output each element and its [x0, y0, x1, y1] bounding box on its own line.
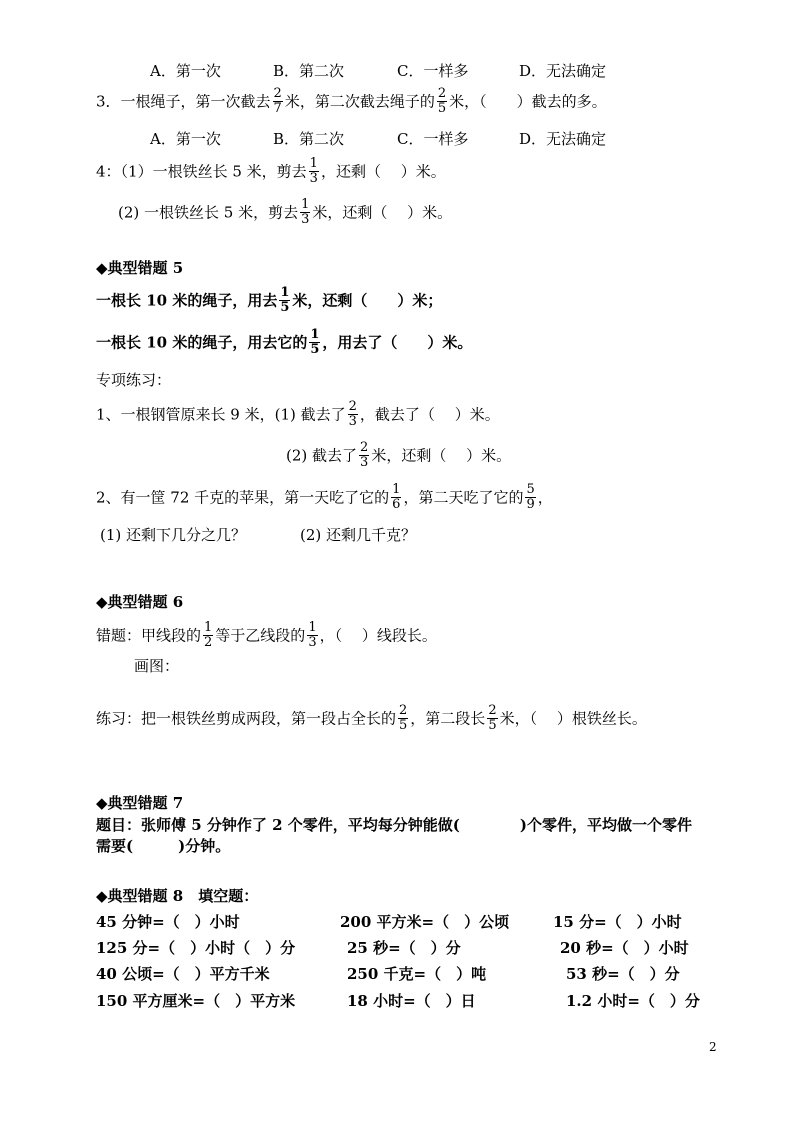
section-5-line-1: 一根长 10 米的绳子，用去 $\frac{1}{5}$ 米，还剩（ ）米； — [96, 285, 443, 315]
q2-option-a: A．第一次 — [150, 62, 221, 80]
page-number: 2 — [709, 1040, 717, 1054]
practice-2-question-1: (1) 还剩下几分之几？ — [100, 526, 247, 544]
fraction: $\frac{1}{3}$ — [309, 156, 318, 186]
fraction: $\frac{1}{3}$ — [308, 620, 317, 650]
section-7-heading: ◆典型错题 7 — [96, 794, 184, 812]
fraction: $\frac{1}{6}$ — [392, 482, 401, 512]
fraction: $\frac{2}{3}$ — [348, 399, 357, 429]
fraction: $\frac{2}{5}$ — [399, 703, 408, 733]
conversion-item: 250 千克=（ ）吨 — [347, 965, 487, 983]
q3-option-a: A．第一次 — [150, 130, 221, 148]
section-8-heading: ◆典型错题 8 填空题： — [96, 887, 259, 905]
q2-option-c: C．一样多 — [397, 62, 469, 80]
fraction: $\frac{1}{3}$ — [301, 197, 310, 227]
fraction: $\frac{1}{2}$ — [204, 620, 213, 650]
draw-label: 画图： — [134, 657, 180, 675]
fraction: $\frac{2}{5}$ — [437, 86, 447, 116]
fraction: $\frac{2}{5}$ — [488, 703, 497, 733]
conversion-item: 20 秒=（ ）小时 — [560, 939, 689, 957]
q2-option-b: B．第二次 — [273, 62, 345, 80]
section-6-problem: 错题：甲线段的 $\frac{1}{2}$ 等于乙线段的 $\frac{1}{3}$ ，（ ）线段长。 — [96, 620, 437, 650]
practice-1: 1、一根钢管原来长 9 米，(1) 截去了 $\frac{2}{3}$ ，截去了（ ）米。 — [96, 399, 500, 429]
fraction: $\frac{2}{3}$ — [360, 440, 369, 470]
conversion-item: 1.2 小时=（ ）分 — [566, 992, 700, 1010]
q4-part1: 4：（1）一根铁丝长 5 米，剪去 $\frac{1}{3}$ ，还剩（ ）米。 — [96, 156, 446, 186]
q3-option-d: D．无法确定 — [519, 130, 607, 148]
q3-text — [96, 88, 607, 117]
q4-part2: (2) 一根铁丝长 5 米，剪去 $\frac{1}{3}$ 米，还剩（ ）米。 — [118, 197, 453, 227]
practice-1-part2: (2) 截去了 $\frac{2}{3}$ 米，还剩（ ）米。 — [286, 440, 512, 470]
conversion-item: 40 公顷=（ ）平方千米 — [96, 965, 270, 983]
fraction: $\frac{1}{5}$ — [310, 327, 320, 357]
section-5-heading: ◆典型错题 5 — [96, 259, 184, 277]
fraction: $\frac{2}{7}$ — [273, 86, 282, 116]
section-6-practice: 练习：把一根铁丝剪成两段，第一段占全长的 $\frac{2}{5}$ ，第二段长 $\frac{2}{5}$ 米，（ ）根铁丝长。 — [96, 703, 647, 733]
section-7-line-1: 题目：张师傅 5 分钟作了 2 个零件，平均每分钟能做( )个零件，平均做一个零件 — [96, 816, 692, 834]
q3-text-part1: 3．一根绳子，第一次截去 — [96, 92, 271, 111]
conversion-item: 150 平方厘米=（ ）平方米 — [96, 992, 296, 1010]
q3-option-b: B．第二次 — [273, 130, 345, 148]
practice-2: 2、有一筐 72 千克的苹果，第一天吃了它的 $\frac{1}{6}$ ，第二天吃了它的 $\frac{5}{9}$ ， — [96, 482, 553, 512]
conversion-item: 45 分钟=（ ）小时 — [96, 913, 240, 931]
conversion-item: 15 分=（ ）小时 — [553, 913, 682, 931]
q3-text-part3: 米，（ ）截去的多。 — [449, 92, 607, 111]
conversion-item: 18 小时=（ ）日 — [347, 992, 476, 1010]
section-6-heading: ◆典型错题 6 — [96, 593, 184, 611]
section-5-line-2: 一根长 10 米的绳子，用去它的 $\frac{1}{5}$ ，用去了（ ）米。 — [96, 327, 473, 357]
conversion-item: 125 分=（ ）小时（ ）分 — [96, 939, 296, 957]
q3-text-part2: 米，第二次截去绳子的 — [284, 92, 435, 111]
fraction: $\frac{5}{9}$ — [526, 482, 535, 512]
conversion-item: 25 秒=（ ）分 — [347, 939, 461, 957]
conversion-item: 53 秒=（ ）分 — [566, 965, 680, 983]
q3-option-c: C．一样多 — [397, 130, 469, 148]
q2-option-d: D．无法确定 — [519, 62, 607, 80]
practice-label: 专项练习： — [96, 371, 172, 389]
section-7-line-2: 需要( )分钟。 — [96, 837, 231, 855]
fraction: $\frac{1}{5}$ — [280, 285, 290, 315]
conversion-item: 200 平方米=（ ）公顷 — [340, 913, 510, 931]
practice-2-question-2: (2) 还剩几千克？ — [300, 526, 417, 544]
